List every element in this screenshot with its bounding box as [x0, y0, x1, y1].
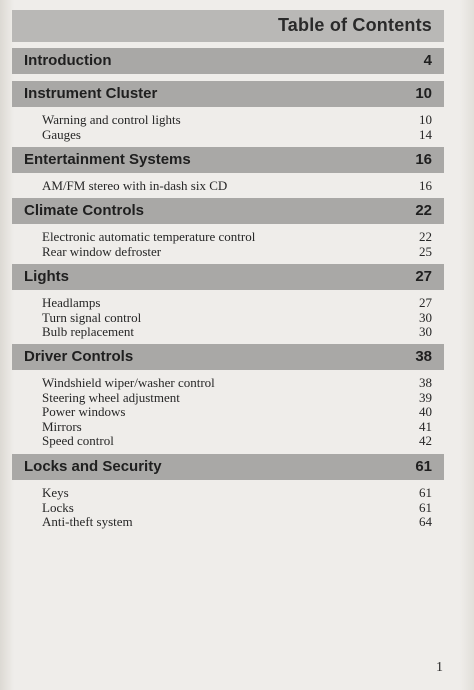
toc-entry[interactable] [12, 178, 444, 193]
entry-label: Headlamps [42, 295, 101, 310]
toc-entry[interactable] [12, 500, 444, 515]
entry-label: Locks [42, 499, 74, 515]
entry-label: Speed control [42, 433, 114, 449]
entry-page-number: 22 [419, 229, 432, 244]
toc-entry[interactable] [12, 229, 444, 244]
toc-entry[interactable] [12, 244, 444, 259]
toc-entry[interactable] [12, 310, 444, 325]
entry-label: Electronic automatic temperature control [42, 229, 256, 244]
toc-entry[interactable] [12, 419, 444, 434]
section-header[interactable] [12, 454, 444, 480]
section-page-number: 61 [415, 458, 432, 475]
entry-page-number: 40 [419, 404, 432, 420]
entry-label: Rear window defroster [42, 243, 162, 259]
entry-page-number: 39 [419, 389, 432, 405]
toc-entry[interactable] [12, 295, 444, 310]
toc-entry[interactable] [12, 390, 444, 405]
entry-label: Keys [42, 485, 69, 500]
section-page-number: 38 [415, 348, 432, 365]
section-title: Instrument Cluster [24, 85, 158, 102]
section-page-number: 22 [415, 202, 432, 219]
toc-section-locks-and-security [12, 454, 444, 529]
section-page-number: 10 [415, 85, 432, 102]
toc-entry[interactable] [12, 485, 444, 500]
toc-entry[interactable] [12, 112, 444, 127]
toc-section-instrument-cluster [12, 81, 444, 141]
entry-label: Power windows [42, 404, 126, 420]
section-title: Lights [24, 268, 69, 285]
page-number: 1 [436, 660, 443, 675]
entry-page-number: 25 [419, 243, 432, 259]
entry-page-number: 61 [419, 499, 432, 515]
entry-label: Warning and control lights [42, 112, 181, 127]
entry-label: Bulb replacement [42, 324, 135, 340]
entry-page-number: 30 [419, 324, 432, 340]
toc-section-entertainment-systems [12, 147, 444, 193]
entry-page-number: 61 [419, 485, 432, 500]
page-title: Table of Contents [277, 15, 432, 35]
section-header[interactable] [12, 198, 444, 224]
toc-entry[interactable] [12, 127, 444, 142]
toc-section-driver-controls [12, 344, 444, 448]
section-header[interactable] [12, 81, 444, 107]
section-page-number: 16 [415, 151, 432, 168]
entry-label: Gauges [42, 126, 81, 142]
entry-label: Anti-theft system [42, 514, 133, 530]
toc-section-climate-controls [12, 198, 444, 258]
section-title: Entertainment Systems [24, 151, 191, 168]
entry-page-number: 14 [419, 126, 432, 142]
section-title: Introduction [24, 52, 112, 69]
section-header[interactable] [12, 344, 444, 370]
toc-header [12, 10, 444, 42]
toc-section-introduction [12, 48, 444, 74]
section-title: Climate Controls [24, 202, 145, 219]
section-title: Locks and Security [24, 458, 162, 475]
entry-page-number: 64 [419, 514, 432, 530]
section-title: Driver Controls [24, 348, 134, 365]
entry-label: AM/FM stereo with in-dash six CD [42, 178, 228, 193]
toc-entry[interactable] [12, 514, 444, 529]
entry-page-number: 16 [419, 178, 432, 193]
section-header[interactable] [12, 48, 444, 74]
section-page-number: 27 [415, 268, 432, 285]
section-header[interactable] [12, 264, 444, 290]
entry-label: Windshield wiper/washer control [42, 375, 215, 390]
entry-page-number: 41 [419, 418, 432, 434]
toc-entry[interactable] [12, 375, 444, 390]
toc-entry[interactable] [12, 324, 444, 339]
entry-page-number: 27 [419, 295, 432, 310]
section-header[interactable] [12, 147, 444, 173]
entry-page-number: 38 [419, 375, 432, 390]
toc-entry[interactable] [12, 433, 444, 448]
entry-label: Turn signal control [42, 309, 142, 325]
section-page-number: 4 [423, 52, 432, 69]
toc-section-lights [12, 264, 444, 339]
entry-page-number: 10 [419, 112, 432, 127]
entry-page-number: 42 [419, 433, 432, 449]
entry-page-number: 30 [419, 309, 432, 325]
entry-label: Mirrors [42, 418, 82, 434]
entry-label: Steering wheel adjustment [42, 389, 180, 405]
toc-entry[interactable] [12, 404, 444, 419]
